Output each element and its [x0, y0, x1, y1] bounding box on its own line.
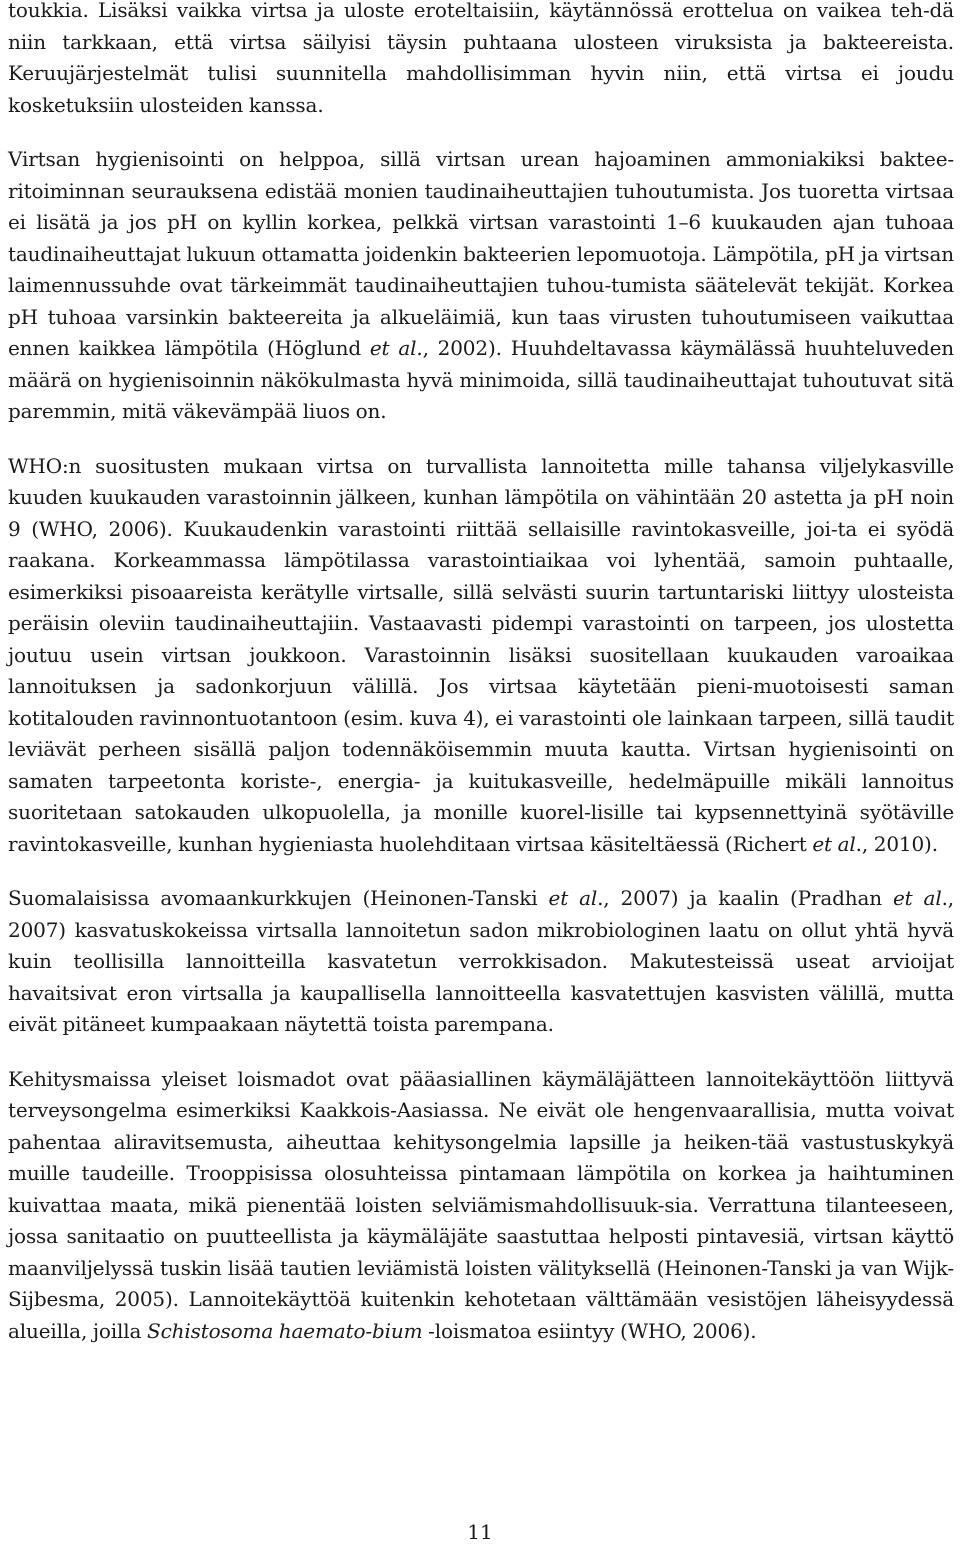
- paragraph-text: -loismatoa esiintyy (WHO, 2006).: [422, 1318, 757, 1343]
- paragraph-text: ., 2007) kasvatuskokeissa virtsalla lannoitetun sadon mikrobiologinen laatu on ollut yhtä hyvä kuin teollisilla lannoitteilla kasvatetun verrokkisadon. Makutesteissä useat arvioijat havaitsivat eron virtsalla ja kaupallisella lannoitteella kasvatettujen kasvisten välillä, mutta eivät pitäneet kumpaakaan näytettä toista parempana.: [8, 886, 954, 1036]
- paragraph-text: ., 2007) ja kaalin (Pradhan: [597, 886, 893, 910]
- citation-et-al: et al: [369, 336, 417, 360]
- paragraph-continued: [8, 0, 954, 121]
- page-number: 11: [467, 1520, 493, 1544]
- paragraph-text: Suomalaisissa avomaankurkkujen (Heinonen-Tanski: [8, 886, 549, 910]
- citation-et-al: et al: [548, 886, 598, 910]
- paragraph-text: toukkia. Lisäksi vaikka virtsa ja uloste eroteltaisiin, käytännössä erottelua on vaikea teh-dä niin tarkkaan, että virtsa säilyisi täysin puhtaana ulosteen viruksista ja bakteereista. Keruujärjestelmät tulisi suunnitella mahdollisimman hyvin niin, että virtsa ei joudu kosketuksiin ulosteiden kanssa.: [8, 0, 954, 117]
- paragraph-text: Virtsan hygienisointi on helppoa, sillä virtsan urean hajoaminen ammoniakiksi baktee-ritoiminnan seurauksena edistää monien taudinaiheuttajien tuhoutumista. Jos tuoretta virtsaa ei lisätä ja jos pH on kyllin korkea, pelkkä virtsan varastointi 1–6 kuukauden ajan tuhoaa taudinaiheuttajat lukuun ottamatta joidenkin bakteerien lepomuotoja. Lämpötila, pH ja virtsan laimennussuhde ovat tärkeimmät taudinaiheuttajien tuhou-tumista säätelevät tekijät. Korkea pH tuhoaa varsinkin bakteereita ja alkueläimiä, kun taas virusten tuhoutumiseen vaikuttaa ennen kaikkea lämpötila (Höglund: [8, 147, 954, 360]
- paragraph-urine-hygienisation: [8, 144, 954, 428]
- paragraph-text: ., 2002). Huuhdeltavassa käymälässä huuhteluveden määrä on hygienisoinnin näkökulmasta hyvä minimoida, sillä taudinaiheuttajat tuhoutuvat sitä paremmin, mitä väkevämpää liuos on.: [8, 336, 954, 423]
- document-page: [8, 0, 954, 1500]
- paragraph-parasites: [8, 1064, 954, 1348]
- paragraph-finnish-trials: [8, 883, 954, 1041]
- species-name: Schistosoma haemato-bium: [147, 1318, 423, 1343]
- citation-et-al: et al: [892, 886, 942, 910]
- paragraph-text: Kehitysmaissa yleiset loismadot ovat pääasiallinen käymäläjätteen lannoitekäyttöön liittyvä terveysongelma esimerkiksi Kaakkois-Aasiassa. Ne eivät ole hengenvaarallisia, mutta voivat pahentaa aliravitsemusta, aiheuttaa kehitysongelmia lapsille ja heiken-tää vastustuskykyä muille taudeille. Trooppisissa olosuhteissa pintamaan lämpötila on korkea ja haihtuminen kuivattaa maata, mikä pienentää loisten selviämismahdollisuuk-sia. Verrattuna tilanteeseen, jossa sanitaatio on puutteellista ja käymäläjäte saastuttaa helposti pintavesiä, virtsan käyttö maanviljelyssä tuskin lisää tautien leviämistä loisten välityksellä (Heinonen-Tanski ja van Wijk-Sijbesma, 2005). Lannoitekäyttöä kuitenkin kehotetaan välttämään vesistöjen läheisyydessä alueilla, joilla: [8, 1066, 954, 1343]
- citation-et-al: et al: [812, 831, 856, 856]
- paragraph-text: WHO:n suositusten mukaan virtsa on turvallista lannoitetta mille tahansa viljelykasville kuuden kuukauden varastoinnin jälkeen, kunhan lämpötila on vähintään 20 astetta ja pH noin 9 (WHO, 2006). Kuukaudenkin varastointi riittää sellaisille ravintokasveille, joi-ta ei syödä raakana. Korkeammassa lämpötilassa varastointiaikaa voi lyhentää, samoin puhtaalle, esimerkiksi pisoaareista kerätylle virtsalle, sillä selvästi suurin tartuntariski liittyy ulosteista peräisin oleviin taudinaiheuttajiin. Vastaavasti pidempi varastointi on tarpeen, jos ulostetta joutuu usein virtsan joukkoon. Varastoinnin lisäksi suositellaan kuukauden varoaikaa lannoituksen ja sadonkorjuun välillä. Jos virtsaa käytetään pieni-muotoisesti saman kotitalouden ravinnontuotantoon (esim. kuva 4), ei varastointi ole lainkaan tarpeen, sillä taudit leviävät perheen sisällä paljon todennäköisemmin muuta kautta. Virtsan hygienisointi on samaten tarpeetonta koriste-, energia- ja kuitukasveille, hedelmäpuille mikäli lannoitus suoritetaan satokauden ulkopuolella, ja monille kuorel-lisille tai kypsennettyinä syötäville ravintokasveille, kunhan hygieniasta huolehditaan virtsaa käsiteltäessä (Richert: [8, 453, 954, 856]
- paragraph-who-recommendations: [8, 451, 954, 861]
- paragraph-text: ., 2010).: [855, 831, 938, 856]
